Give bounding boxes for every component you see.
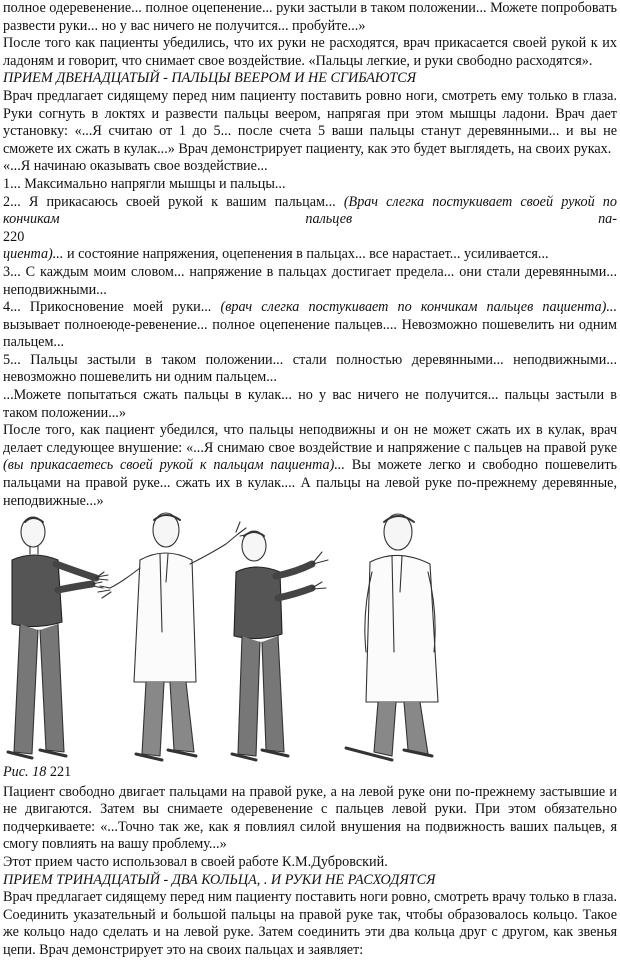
paragraph: Врач предлагает сидящему перед ним пациенту поставить ноги ровно, смотреть врачу только в глаза. Соединить указательный и большой пальцы на правой руке так, чтобы образовалось кольцо. Такое же кольцо надо сделать и на левой руке. Затем соединить эти два кольца друг с другом, как звенья цепи. Врач демонстрирует это на своих пальцах и заявляет:: [3, 889, 617, 958]
caption-label: Рис. 18: [3, 764, 47, 780]
paragraph: Пациент свободно двигает пальцами на правой руке, а на левой руке они по-прежнему застывшие и не двигаются. Затем вы снимаете одеревенение с пальцев левой руки. При этом обязательно подчеркиваете: «...Точно так же, как я повлиял силой внушения на подвижность ваших пальцев, я смогу повлиять на вашу проблему...»: [3, 783, 617, 853]
paragraph: [3, 246, 617, 264]
text: и состояние напряжения, оцепенения в пальцах... все нарастает... усиливается...: [66, 246, 549, 263]
paragraph: 3... С каждым моим словом... напряжение в пальцах достигает предела... они стали деревянными... неподвижными...: [3, 263, 617, 298]
page-number: 220: [3, 228, 25, 245]
italic-text: (Врач слегка постукивает своей рукой по кончикам пальцев па-: [3, 193, 617, 228]
text: Вы можете легко и свободно пошевелить пальцами на правой руке... сжать их в кулак.... А пальцы на левой руке по-прежнему деревянные, неподвижные...»: [3, 457, 617, 509]
paragraph: Этот прием часто использовал в своей работе К.М.Дубровский.: [3, 853, 388, 870]
doctor-figure-1: [98, 513, 250, 760]
paragraph: [3, 299, 617, 352]
paragraph: 5... Пальцы застыли в таком положении... стали полностью деревянными... неподвижными... невозможно пошевелить ни одним пальцем...: [3, 351, 617, 386]
section-heading: ПРИЕМ ДВЕНАДЦАТЫЙ - ПАЛЬЦЫ ВЕЕРОМ И НЕ СГИБАЮТСЯ: [3, 70, 417, 87]
paragraph: После того как пациенты убедились, что их руки не расходятся, врач прикасается своей рукой к их ладоням и говорит, что снимает свое воздействие. «Пальцы легкие, и руки свободно расходятся».: [3, 35, 617, 69]
text: После того, как пациент убедился, что пальцы неподвижны и он не может сжать их в кулак, врач делает следующее внушение: «...Я снимаю свое воздействие и напряжение с пальцев на правой руке: [3, 422, 617, 456]
page-number: 221: [49, 764, 72, 780]
italic-text: циента)...: [3, 246, 64, 263]
doctor-figure-2: [346, 514, 438, 760]
paragraph: Врач предлагает сидящему перед ним пациенту поставить ровно ноги, смотреть ему только в глаза. Руки согнуть в локтях и развести пальцы веером, напрягая при этом мышцы ладони. Врач дает установку: «...Я считаю от 1 до 5... после счета 5 ваши пальцы станут деревянными... и вы не сможете их сжать в кулак...» Врач демонстрирует пациенту, как это будет выглядеть, на своих руках.: [3, 87, 617, 157]
paragraph: 1... Максимально напрягли мышцы и пальцы...: [3, 175, 286, 192]
paragraph: ...Можете попытаться сжать пальцы в кулак... но у вас ничего не получится... пальцы застыли в таком положении...»: [3, 387, 617, 421]
italic-text: (вы прикасаетесь своей рукой к пальцам пациента)...: [3, 457, 345, 474]
patient-figure-right: [232, 531, 328, 760]
section-heading: ПРИЕМ ТРИНАДЦАТЫЙ - ДВА КОЛЬЦА, . И РУКИ НЕ РАСХОДЯТСЯ: [3, 871, 436, 888]
figure-18-illustration: [0, 502, 620, 768]
patient-figure-left: [8, 517, 108, 758]
paragraph: «...Я начинаю оказывать свое воздействие...: [3, 158, 268, 175]
upper-text-block: [3, 0, 617, 510]
italic-text: (врач слегка постукивает по кончикам пальцев пациента)...: [220, 299, 617, 316]
text: вызывает полноеюде-ревенение... полное оцепенение пальцев.... Невозможно пошевелить ни одним пальцем...: [3, 316, 617, 351]
paragraph: [3, 194, 617, 229]
paragraph: полное одеревенение... полное оцепенение... руки застыли в таком положении... Можете попробовать развести руки... но у вас ничего не получится... пробуйте...»: [3, 0, 617, 34]
text: 2... Я прикасаюсь своей рукой к вашим пальцам...: [3, 193, 336, 210]
text: 4... Прикосновение моей руки...: [3, 299, 212, 316]
lower-text-block: [3, 766, 617, 960]
paragraph: [3, 422, 617, 510]
